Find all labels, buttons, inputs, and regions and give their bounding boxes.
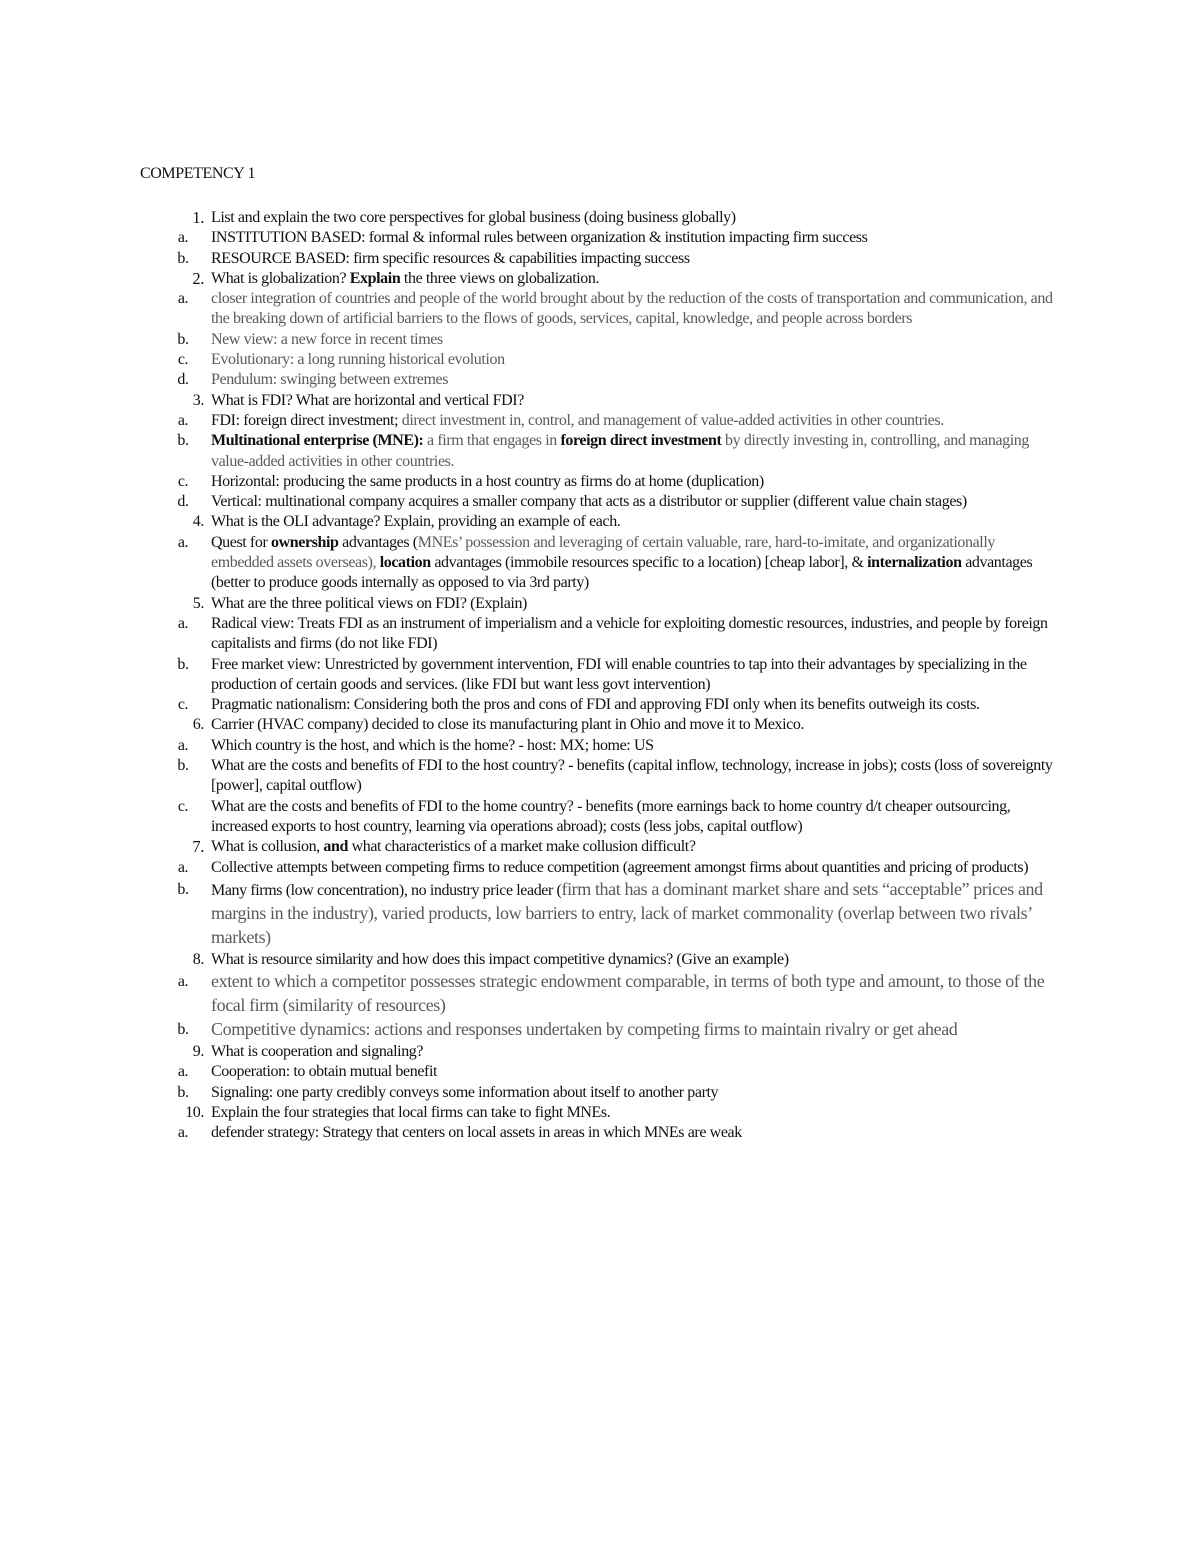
- question-item: [140, 1103, 1060, 1123]
- question-text: [211, 1104, 610, 1121]
- answer-letter: c.: [177, 472, 189, 490]
- answer-text: [211, 1124, 742, 1141]
- question-item: [140, 715, 1060, 735]
- answer-list: [140, 614, 1060, 715]
- answer-text: [211, 656, 1027, 693]
- bold-text: Explain: [349, 269, 401, 287]
- answer-text: [211, 229, 867, 246]
- question-text: [211, 270, 599, 287]
- answer-letter: b.: [177, 1021, 189, 1039]
- answer-letter: a.: [177, 973, 189, 991]
- answer-list: [140, 1123, 1060, 1143]
- question-text: [211, 716, 804, 733]
- answer-letter: a.: [177, 1124, 189, 1142]
- question-number: 1.: [192, 208, 204, 227]
- text-run: What is FDI? What are horizontal and vertical FDI?: [211, 391, 524, 409]
- answer-item: [140, 370, 1060, 390]
- text-run: Signaling: one party credibly conveys some information about itself to another party: [211, 1083, 719, 1101]
- answer-list: [140, 228, 1060, 269]
- text-run: advantages (immobile resources specific to a location) [cheap labor], &: [430, 554, 868, 572]
- answer-text: [211, 737, 654, 754]
- answer-list: [140, 411, 1060, 512]
- question-number: 8.: [192, 950, 204, 968]
- question-number: 5.: [192, 594, 204, 612]
- question-number: 9.: [192, 1043, 204, 1061]
- answer-letter: c.: [177, 696, 189, 714]
- answer-letter: a.: [177, 614, 189, 632]
- answer-item: [140, 289, 1060, 330]
- answer-text: [211, 615, 1048, 652]
- answer-item: [140, 736, 1060, 756]
- text-run: RESOURCE BASED: firm specific resources & capabilities impacting success: [211, 249, 690, 267]
- answer-text: [211, 290, 1053, 327]
- bold-text: location: [379, 554, 431, 572]
- answer-letter: b.: [177, 330, 189, 348]
- text-run: Free market view: Unrestricted by government intervention, FDI will enable countries to tap into their advantages by specializing in the production of certain goods and services. (like FDI but want less govt intervention): [211, 655, 1027, 693]
- bold-text: foreign direct investment: [560, 432, 722, 450]
- question-item: [140, 391, 1060, 411]
- answer-letter: a.: [177, 533, 189, 551]
- answer-letter: b.: [177, 880, 189, 898]
- answer-item: [140, 756, 1060, 797]
- answer-item: [140, 1123, 1060, 1143]
- text-run: extent to which a competitor possesses strategic endowment comparable, in terms of both type and amount, to those of the focal firm (similarity of resources): [211, 971, 1045, 1016]
- question-item: [140, 1042, 1060, 1062]
- question-text: [211, 1043, 423, 1060]
- text-run: FDI: foreign direct investment;: [211, 411, 402, 429]
- answer-text: [211, 331, 443, 348]
- answer-letter: d.: [177, 493, 189, 511]
- text-run: What are the three political views on FDI? (Explain): [211, 594, 527, 612]
- text-run: Many firms (low concentration), no industry price leader (: [211, 881, 562, 899]
- answer-text: [211, 757, 1052, 794]
- answer-item: [140, 1018, 1060, 1042]
- answer-letter: a.: [177, 1063, 189, 1081]
- answer-text: [211, 878, 1043, 947]
- text-run: What is globalization?: [211, 269, 350, 287]
- answer-item: [140, 695, 1060, 715]
- answer-item: [140, 614, 1060, 655]
- answer-list: [140, 736, 1060, 837]
- answer-text: [211, 351, 505, 368]
- text-run: Collective attempts between competing firms to reduce competition (agreement amongst firms about quantities and pricing of products): [211, 858, 1029, 876]
- text-run: What is the OLI advantage? Explain, providing an example of each.: [211, 513, 621, 531]
- text-run: Explain the four strategies that local firms can take to fight MNEs.: [211, 1103, 611, 1121]
- bold-text: Multinational enterprise (MNE):: [211, 432, 424, 450]
- answer-item: [140, 249, 1060, 269]
- text-run: a firm that engages in: [423, 432, 561, 450]
- question-item: [140, 512, 1060, 532]
- question-item: [140, 594, 1060, 614]
- text-run: MNEs’ possession and leveraging of certain valuable, rare, hard-to-imitate, and organizationally embedded assets overseas),: [211, 533, 995, 572]
- text-run: advantages (better to produce goods internally as opposed to via 3rd party): [211, 554, 1033, 592]
- answer-letter: a.: [177, 736, 189, 754]
- text-run: Which country is the host, and which is the home? - host: MX; home: US: [211, 736, 654, 754]
- answer-text: [211, 493, 967, 510]
- answer-list: [140, 289, 1060, 390]
- answer-list: [140, 858, 1060, 950]
- text-run: What is collusion,: [211, 838, 324, 856]
- answer-text: [211, 798, 1010, 835]
- bold-text: ownership: [271, 533, 339, 551]
- answer-letter: b.: [177, 432, 189, 450]
- answer-item: [140, 492, 1060, 512]
- question-list: [140, 208, 1060, 1144]
- question-item: [140, 208, 1060, 228]
- answer-item: [140, 1083, 1060, 1103]
- text-run: New view: a new force in recent times: [211, 330, 443, 348]
- question-text: [211, 951, 789, 968]
- text-run: What is cooperation and signaling?: [211, 1043, 424, 1061]
- question-text: [211, 513, 620, 530]
- answer-item: [140, 1062, 1060, 1082]
- text-run: Pragmatic nationalism: Considering both the pros and cons of FDI and approving FDI only when its benefits outweigh its costs.: [211, 696, 980, 714]
- question-number: 7.: [192, 837, 204, 857]
- text-run: List and explain the two core perspectives for global business (doing business globally): [211, 209, 736, 226]
- answer-letter: b.: [177, 655, 189, 673]
- answer-text: [211, 432, 1029, 469]
- question-number: 6.: [192, 716, 204, 734]
- answer-item: [140, 878, 1060, 950]
- answer-letter: c.: [177, 797, 189, 815]
- answer-item: [140, 411, 1060, 431]
- answer-letter: a.: [177, 290, 189, 308]
- answer-list: [140, 533, 1060, 594]
- question-number: 4.: [192, 513, 204, 531]
- answer-item: [140, 350, 1060, 370]
- answer-text: [211, 250, 690, 267]
- answer-text: [211, 1063, 437, 1080]
- answer-text: [211, 1084, 718, 1101]
- answer-text: [211, 412, 944, 429]
- answer-text: [211, 696, 980, 713]
- text-run: defender strategy: Strategy that centers on local assets in areas in which MNEs are weak: [211, 1124, 742, 1142]
- question-item: [140, 950, 1060, 970]
- answer-letter: a.: [177, 229, 189, 247]
- answer-item: [140, 858, 1060, 878]
- question-number: 10.: [185, 1103, 204, 1121]
- text-run: firm that has a dominant market share and sets “acceptable” prices and margins in the industry), varied products, low barriers to entry, lack of market commonality (overlap between two rivals’ markets): [211, 878, 1043, 947]
- text-run: Evolutionary: a long running historical evolution: [211, 351, 505, 369]
- question-text: [211, 595, 527, 612]
- question-item: [140, 837, 1060, 857]
- answer-item: [140, 330, 1060, 350]
- text-run: what characteristics of a market make collusion difficult?: [348, 838, 696, 856]
- answer-item: [140, 431, 1060, 472]
- bold-text: and: [323, 838, 348, 856]
- answer-letter: b.: [177, 757, 189, 775]
- text-run: closer integration of countries and people of the world brought about by the reduction of the costs of transportation and communication, and the breaking down of artificial barriers to the flows of goods, services, capital, knowledge, and people across borders: [211, 290, 1053, 328]
- answer-list: [140, 1062, 1060, 1103]
- question-text: [211, 838, 696, 855]
- answer-text: [211, 971, 1045, 1016]
- answer-item: [140, 472, 1060, 492]
- answer-letter: a.: [177, 411, 189, 429]
- answer-letter: b.: [177, 249, 189, 267]
- answer-letter: a.: [177, 858, 189, 876]
- answer-item: [140, 655, 1060, 696]
- answer-item: [140, 797, 1060, 838]
- answer-list: [140, 970, 1060, 1042]
- bold-text: internalization: [867, 554, 962, 572]
- text-run: the three views on globalization.: [400, 269, 600, 287]
- text-run: Carrier (HVAC company) decided to close its manufacturing plant in Ohio and move it to Mexico.: [211, 716, 805, 734]
- text-run: What is resource similarity and how does this impact competitive dynamics? (Give an example): [211, 950, 789, 968]
- answer-text: [211, 859, 1028, 876]
- text-run: Vertical: multinational company acquires a smaller company that acts as a distributor or supplier (different value chain stages): [211, 493, 967, 511]
- question-text: [211, 209, 736, 226]
- question-number: 2.: [192, 268, 204, 288]
- text-run: INSTITUTION BASED: formal & informal rules between organization & institution impacting firm success: [211, 229, 868, 247]
- answer-letter: d.: [177, 371, 189, 389]
- text-run: Pendulum: swinging between extremes: [211, 371, 449, 389]
- text-run: Horizontal: producing the same products in a host country as firms do at home (duplication): [211, 472, 764, 490]
- question-number: 3.: [192, 391, 204, 409]
- answer-letter: b.: [177, 1083, 189, 1101]
- document-title: COMPETENCY 1: [140, 165, 256, 182]
- answer-text: [211, 473, 764, 490]
- answer-text: [211, 1019, 958, 1040]
- text-run: What are the costs and benefits of FDI to the host country? - benefits (capital inflow, technology, increase in jobs); costs (loss of sovereignty [power], capital outflow): [211, 757, 1053, 795]
- text-run: What are the costs and benefits of FDI to the home country? - benefits (more earnings back to home country d/t cheaper outsourcing, increased exports to host country, learning via operations abroad); costs (less jobs, capital outflow): [211, 797, 1011, 835]
- text-run: by directly investing in, controlling, and managing value-added activities in other countries.: [211, 432, 1030, 470]
- answer-item: [140, 228, 1060, 248]
- text-run: advantages (: [338, 533, 418, 551]
- text-run: Quest for: [211, 533, 271, 551]
- text-run: Competitive dynamics: actions and responses undertaken by competing firms to maintain rivalry or get ahead: [211, 1019, 958, 1040]
- text-run: Radical view: Treats FDI as an instrument of imperialism and a vehicle for exploiting domestic resources, industries, and people by foreign capitalists and firms (do not like FDI): [211, 614, 1048, 653]
- answer-letter: c.: [177, 351, 189, 369]
- text-run: Cooperation: to obtain mutual benefit: [211, 1063, 438, 1081]
- answer-text: [211, 371, 448, 388]
- text-run: direct investment in, control, and management of value-added activities in other countries.: [401, 411, 944, 429]
- answer-item: [140, 533, 1060, 594]
- question-item: [140, 269, 1060, 289]
- answer-text: [211, 534, 1032, 592]
- question-text: [211, 392, 524, 409]
- answer-item: [140, 970, 1060, 1018]
